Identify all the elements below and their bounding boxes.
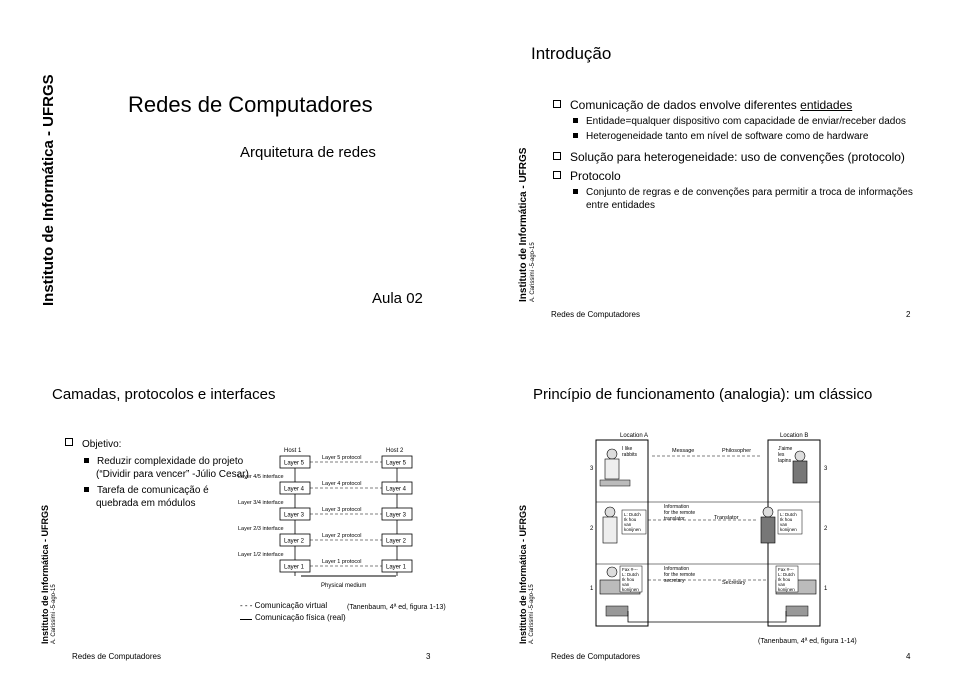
slide-title: Princípio de funcionamento (analogia): um clássico [533, 386, 873, 403]
slide-title: Redes de Computadores [128, 92, 373, 117]
level-number: 2 [590, 526, 594, 532]
emphasis-word: entidades [800, 98, 853, 112]
protocol-label: Layer 3 protocol [322, 507, 362, 513]
location-a-label: Location A [620, 433, 649, 439]
side-subtitle: A. Carissimi -5-ago-15 [529, 584, 535, 644]
slide-subtitle: Arquitetura de redes [240, 144, 376, 161]
fax-machine-a-icon [606, 606, 628, 616]
protocol-labels [310, 455, 382, 566]
side-title: Instituto de Informática - UFRGS [518, 147, 529, 302]
legend-physical-line [240, 619, 252, 620]
speech-bubble-a: I like rabbits [622, 446, 638, 458]
protocol-label: Layer 5 protocol [322, 455, 362, 461]
side-title: Instituto de Informática - UFRGS [518, 504, 528, 644]
legend-physical: Comunicação física (real) [255, 613, 346, 622]
square-bullet-icon [84, 487, 89, 492]
interface-labels [238, 474, 284, 558]
side-subtitle: A. Carissimi -5-ago-15 [530, 242, 536, 302]
footer-label: Redes de Computadores [551, 652, 640, 661]
footer-label: Redes de Computadores [551, 310, 640, 319]
host2-layer-label: Layer 5 [386, 460, 407, 467]
layer-diagram [236, 442, 416, 604]
host2-layer-label: Layer 1 [386, 564, 407, 571]
protocol-label: Layer 4 protocol [322, 481, 362, 487]
square-bullet-icon [573, 133, 578, 138]
translator-a-icon [603, 507, 617, 543]
level-number: 2 [824, 526, 828, 532]
slide-3 [0, 342, 480, 684]
host2-layer-stack [382, 456, 412, 576]
philosopher-label: Philosopher [722, 448, 752, 454]
translator-note-b-text: L: Dutch Ik hou van konijnen [780, 512, 797, 532]
message-label: Message [672, 448, 695, 454]
fax-note-a-text: Fax #---L: Dutch Ik hou van konijnen [622, 567, 639, 592]
page-number: 4 [906, 652, 911, 661]
level-number: 3 [590, 466, 594, 472]
interface-label: Layer 4/5 interface [238, 474, 284, 480]
slide-title: Camadas, protocolos e interfaces [52, 386, 276, 403]
host2-label: Host 2 [386, 448, 404, 454]
page-number: 3 [426, 652, 431, 661]
host1-layer-label: Layer 1 [284, 564, 305, 571]
bullet-3: Protocolo [553, 169, 621, 183]
bullet-2: Solução para heterogeneidade: uso de convenções (protocolo) [553, 150, 905, 164]
host1-layer-label: Layer 4 [284, 486, 305, 493]
square-bullet-icon [573, 189, 578, 194]
page-number: 2 [906, 310, 911, 319]
level-number: 3 [824, 466, 828, 472]
level-number: 1 [824, 586, 828, 592]
legend-virtual: - - - Comunicação virtual [240, 601, 328, 610]
interface-label: Layer 1/2 interface [238, 552, 284, 558]
slide-title: Introdução [531, 44, 612, 63]
sub-bullet-3-continued: entre entidades [586, 200, 655, 211]
sub-bullet-2-continued: quebrada em módulos [96, 498, 196, 509]
interface-label: Layer 2/3 interface [238, 526, 284, 532]
sub-bullet-2: Tarefa de comunicação é [84, 485, 209, 496]
protocol-label: Layer 1 protocol [322, 559, 362, 565]
interface-label: Layer 3/4 interface [238, 500, 284, 506]
footer-label: Redes de Computadores [72, 652, 161, 661]
slide-2 [480, 0, 960, 342]
translator-label: Translator [714, 515, 739, 521]
bullet-objective: Objetivo: [65, 438, 121, 450]
protocol-label: Layer 2 protocol [322, 533, 362, 539]
translator-b-icon [761, 507, 775, 543]
sub-bullet-3: Conjunto de regras e de convenções para permitir a troca de informações [573, 187, 913, 198]
square-bullet-icon [84, 458, 89, 463]
host2-layer-label: Layer 4 [386, 486, 407, 493]
host2-layer-label: Layer 2 [386, 538, 407, 545]
host2-layer-label: Layer 3 [386, 512, 407, 519]
host1-layer-stack [280, 456, 310, 576]
info-translator-label: Information for the remote translator [664, 504, 696, 522]
level-number: 1 [590, 586, 594, 592]
lecture-label: Aula 02 [372, 290, 423, 307]
philosopher-b-icon [793, 451, 807, 483]
info-secretary-label: Information for the remote secretary [664, 566, 696, 584]
physical-medium-label: Physical medium [321, 583, 367, 589]
host1-label: Host 1 [284, 448, 302, 454]
figure-source: (Tanenbaum, 4ª ed, figura 1-14) [758, 638, 857, 645]
checkbox-bullet-icon [553, 100, 561, 108]
figure-source: (Tanenbaum, 4ª ed, figura 1-13) [347, 604, 446, 611]
secretary-label: Secretary [722, 580, 746, 586]
location-b-label: Location B [780, 433, 809, 439]
sub-bullet-2: Heterogeneidade tanto em nível de software como de hardware [573, 131, 868, 142]
fax-note-b-text: Fax #---L: Dutch Ik hou van konijnen [778, 567, 795, 592]
physical-link-line [628, 611, 786, 622]
checkbox-bullet-icon [553, 152, 561, 160]
sub-bullet-1: Entidade=qualquer dispositivo com capacidade de enviar/receber dados [573, 116, 906, 127]
side-title: Instituto de Informática - UFRGS [40, 74, 57, 306]
host1-layer-label: Layer 3 [284, 512, 305, 519]
side-title: Instituto de Informática - UFRGS [40, 504, 50, 644]
fax-machine-b-icon [786, 606, 808, 616]
checkbox-bullet-icon [553, 171, 561, 179]
analogy-figure [590, 430, 835, 630]
square-bullet-icon [573, 118, 578, 123]
speech-bubble-b: J'aime les lapins [778, 446, 793, 464]
sub-bullet-1: Reduzir complexidade do projeto [84, 456, 243, 467]
checkbox-bullet-icon [65, 438, 73, 446]
bullet-1: Comunicação de dados envolve diferentes entidades [553, 98, 852, 112]
slide-4 [480, 342, 960, 684]
side-subtitle: A. Carissimi -5-ago-15 [51, 584, 57, 644]
translator-note-a-text: L: Dutch Ik hou van konijnen [624, 512, 641, 532]
host1-layer-label: Layer 5 [284, 460, 305, 467]
host1-layer-label: Layer 2 [284, 538, 305, 545]
sub-bullet-1-continued: (“Dividir para vencer” -Júlio Cesar) [96, 469, 249, 480]
slide-1 [0, 0, 480, 342]
